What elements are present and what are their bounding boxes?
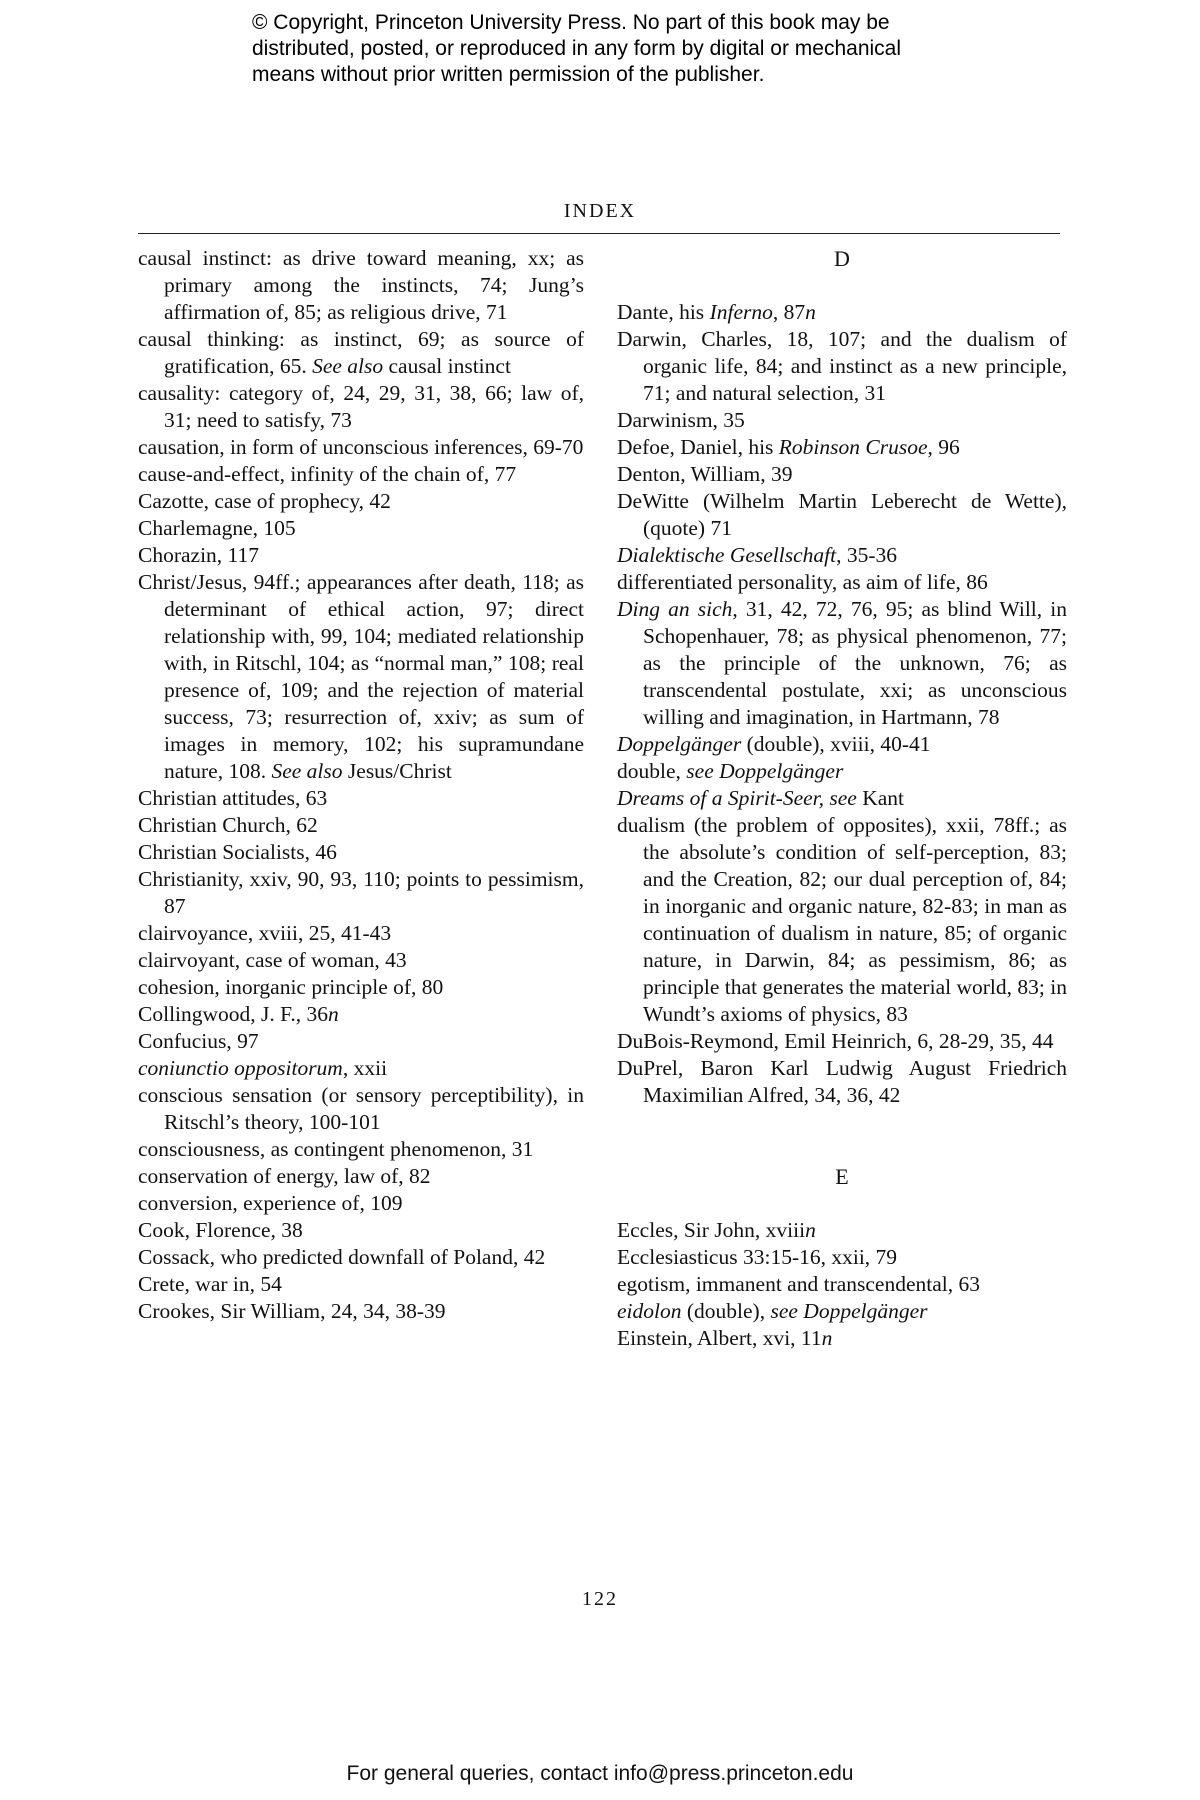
index-entry <box>138 1055 584 1082</box>
entry-text: Jesus/Christ <box>342 759 452 783</box>
section-letter-e: E <box>835 1164 849 1189</box>
entry-text: conversion, experience of, 109 <box>138 1191 403 1215</box>
entry-text: Cook, Florence, 38 <box>138 1218 303 1242</box>
index-entry <box>617 1244 1067 1271</box>
copyright-notice <box>252 10 1012 88</box>
entry-text: conservation of energy, law of, 82 <box>138 1164 431 1188</box>
index-entry <box>138 1136 584 1163</box>
copyright-line-2: distributed, posted, or reproduced in any form by digital or mechanical <box>252 37 902 60</box>
index-entry <box>617 1325 1067 1352</box>
entry-italic-text: coniunctio oppositorum <box>138 1056 343 1080</box>
entry-text: Einstein, Albert, xvi, 11 <box>617 1326 822 1350</box>
index-entry <box>138 488 584 515</box>
entry-italic-text: Robinson Crusoe <box>778 435 928 459</box>
entry-text: clairvoyance, xviii, 25, 41-43 <box>138 921 392 945</box>
index-entry <box>617 1028 1067 1055</box>
index-entry <box>138 866 584 920</box>
page-number: 122 <box>582 1588 618 1610</box>
index-entry <box>138 1217 584 1244</box>
entry-text: consciousness, as contingent phenomenon, 31 <box>138 1137 534 1161</box>
index-entry <box>617 1055 1067 1109</box>
index-entry <box>138 461 584 488</box>
entry-text: Crete, war in, 54 <box>138 1272 282 1296</box>
entry-text: cause-and-effect, infinity of the chain of, 77 <box>138 462 517 486</box>
entry-italic-text: See also <box>312 354 384 378</box>
index-entry <box>617 407 1067 434</box>
entry-text: DuPrel, Baron Karl Ludwig August Friedrich Maximilian Alfred, 34, 36, 42 <box>617 1056 1067 1107</box>
index-entry <box>138 326 584 380</box>
entry-text: causation, in form of unconscious inferences, 69-70 <box>138 435 584 459</box>
index-entry <box>138 515 584 542</box>
index-entry <box>138 380 584 434</box>
entry-text: Christian Church, 62 <box>138 813 318 837</box>
entry-text: , 31, 42, 72, 76, 95; as blind Will, in Schopenhauer, 78; as physical phenomenon, 77; as the principle of the unknown, 76; as transcendental postulate, xxi; as unconscious willing and imagination, in Hartmann, 78 <box>643 597 1067 729</box>
entry-text: Christian Socialists, 46 <box>138 840 337 864</box>
entry-text: Chorazin, 117 <box>138 543 260 567</box>
copyright-line-1: © Copyright, Princeton University Press. No part of this book may be <box>252 11 890 34</box>
section-d-entries <box>617 299 1067 1109</box>
entry-text: Kant <box>856 786 905 810</box>
entry-text: (double), xviii, 40-41 <box>741 732 931 756</box>
index-entry <box>617 569 1067 596</box>
index-entry <box>617 299 1067 326</box>
entry-text: egotism, immanent and transcendental, 63 <box>617 1272 981 1296</box>
entry-text: Cazotte, case of prophecy, 42 <box>138 489 391 513</box>
index-entry <box>138 920 584 947</box>
index-entry <box>138 1028 584 1055</box>
entry-text: clairvoyant, case of woman, 43 <box>138 948 407 972</box>
entry-text: Darwinism, 35 <box>617 408 745 432</box>
entry-text: Ecclesiasticus 33:15-16, xxii, 79 <box>617 1245 898 1269</box>
entry-italic-text: n <box>821 1326 833 1350</box>
index-entry <box>138 1082 584 1136</box>
entry-text: DuBois-Reymond, Emil Heinrich, 6, 28-29, 35, 44 <box>617 1029 1054 1053</box>
entry-text: cohesion, inorganic principle of, 80 <box>138 975 444 999</box>
index-entry <box>138 1163 584 1190</box>
entry-italic-text: n <box>328 1002 339 1026</box>
entry-text: causal thinking: as instinct, 69; as source of gratification, 65. <box>138 327 584 378</box>
index-entry <box>617 461 1067 488</box>
index-entry <box>617 542 1067 569</box>
header-rule <box>138 233 1060 234</box>
entry-text: DeWitte (Wilhelm Martin Leberecht de Wette), (quote) 71 <box>617 489 1067 540</box>
entry-text: conscious sensation (or sensory perceptibility), in Ritschl’s theory, 100-101 <box>138 1083 584 1134</box>
entry-text: differentiated personality, as aim of life, 86 <box>617 570 988 594</box>
index-entry <box>138 434 584 461</box>
entry-italic-text: see Doppelgänger <box>770 1299 928 1323</box>
index-entry <box>617 758 1067 785</box>
index-entry <box>138 1244 584 1271</box>
index-entry <box>617 596 1067 731</box>
index-entry <box>617 1271 1067 1298</box>
section-letter-d: D <box>834 246 850 271</box>
index-entry <box>617 785 1067 812</box>
entry-text: Denton, William, 39 <box>617 462 793 486</box>
entry-text: Christianity, xxiv, 90, 93, 110; points to pessimism, 87 <box>138 867 584 918</box>
entry-text: causality: category of, 24, 29, 31, 38, 66; law of, 31; need to satisfy, 73 <box>138 381 584 432</box>
index-entry <box>138 812 584 839</box>
index-entry <box>138 1298 584 1325</box>
entry-italic-text: Inferno <box>709 300 773 324</box>
entry-text: causal instinct: as drive toward meaning, xx; as primary among the instincts, 74; Jung’s affirmation of, 85; as religious drive, 71 <box>138 246 584 324</box>
index-entry <box>138 839 584 866</box>
copyright-line-3: means without prior written permission of the publisher. <box>252 63 765 86</box>
entry-text: Darwin, Charles, 18, 107; and the dualism of organic life, 84; and instinct as a new principle, 71; and natural selection, 31 <box>617 327 1067 405</box>
entry-text: causal instinct <box>383 354 511 378</box>
entry-text: Confucius, 97 <box>138 1029 259 1053</box>
index-column-left <box>138 245 584 1325</box>
index-column-right <box>617 245 1067 1352</box>
index-entry <box>138 245 584 326</box>
index-entry <box>138 1271 584 1298</box>
index-entry <box>617 434 1067 461</box>
entry-text: Charlemagne, 105 <box>138 516 296 540</box>
index-entry <box>138 1001 584 1028</box>
index-entry <box>617 488 1067 542</box>
entry-text: (double), <box>681 1299 771 1323</box>
index-entry <box>617 1298 1067 1325</box>
entry-italic-text: n <box>805 300 816 324</box>
index-entry <box>138 542 584 569</box>
index-entry <box>138 947 584 974</box>
entry-text: Eccles, Sir John, xviii <box>617 1218 806 1242</box>
index-entry <box>138 1190 584 1217</box>
entry-italic-text: Dreams of a Spirit-Seer, see <box>617 786 857 810</box>
entry-text: , xxii <box>342 1056 388 1080</box>
entry-text: Defoe, Daniel, his <box>617 435 779 459</box>
entry-italic-text: see Doppelgänger <box>686 759 844 783</box>
entry-italic-text: Ding an sich <box>617 597 733 621</box>
entry-text: , 87 <box>772 300 806 324</box>
index-entry <box>138 974 584 1001</box>
entry-italic-text: See also <box>271 759 343 783</box>
index-entry <box>617 812 1067 1028</box>
entry-text: Christian attitudes, 63 <box>138 786 328 810</box>
entry-text: Christ/Jesus, 94ff.; appearances after death, 118; as determinant of ethical action, 97; direct relationship with, 99, 104; mediated relationship with, in Ritschl, 104; as “normal man,” 108; real presence of, 109; and the rejection of material success, 73; resurrection of, xxiv; as sum of images in memory, 102; his supramundane nature, 108. <box>138 570 584 783</box>
section-e-entries <box>617 1217 1067 1352</box>
index-entry <box>617 1217 1067 1244</box>
index-entry <box>138 785 584 812</box>
index-entry <box>617 326 1067 407</box>
entry-text: double, <box>617 759 687 783</box>
entry-text: , 96 <box>927 435 960 459</box>
footer-contact: For general queries, contact info@press.princeton.edu <box>346 1762 854 1785</box>
entry-text: Dante, his <box>617 300 710 324</box>
entry-text: dualism (the problem of opposites), xxii, 78ff.; as the absolute’s condition of self-perception, 83; and the Creation, 82; our dual perception of, 84; in inorganic and organic nature, 82-83; in man as continuation of dualism in nature, 85; of organic nature, in Darwin, 84; as pessimism, 86; as principle that generates the material world, 83; in Wundt’s axioms of physics, 83 <box>617 813 1067 1026</box>
entry-italic-text: eidolon <box>617 1299 682 1323</box>
page-title: INDEX <box>563 200 637 222</box>
entry-text: Crookes, Sir William, 24, 34, 38-39 <box>138 1299 446 1323</box>
entry-text: , 35-36 <box>836 543 898 567</box>
entry-italic-text: Doppelgänger <box>617 732 742 756</box>
entry-text: Collingwood, J. F., 36 <box>138 1002 329 1026</box>
entry-italic-text: n <box>805 1218 816 1242</box>
index-entry <box>617 731 1067 758</box>
entry-text: Cossack, who predicted downfall of Poland, 42 <box>138 1245 546 1269</box>
entry-italic-text: Dialektische Gesellschaft <box>617 543 837 567</box>
index-entry <box>138 569 584 785</box>
